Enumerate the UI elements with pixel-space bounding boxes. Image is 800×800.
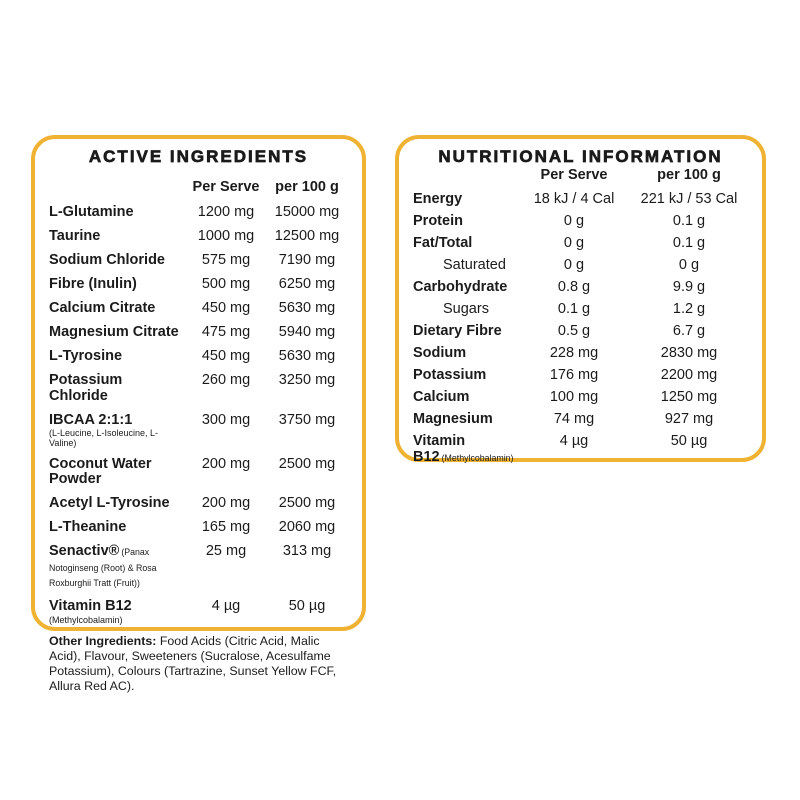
per-100g-value: 2060 mg	[278, 519, 336, 535]
active-ingredients-rows	[49, 205, 348, 625]
row-label	[49, 599, 186, 625]
active-row-ibcaa-2-1-1	[49, 413, 348, 449]
per-100g-value: 5630 mg	[278, 300, 336, 316]
per-100g-value: 0.1 g	[672, 213, 706, 229]
active-column-headers	[49, 179, 348, 196]
per-100g-value: 927 mg	[664, 411, 714, 427]
per-100g-value: 9.9 g	[672, 279, 706, 295]
row-label	[413, 192, 518, 208]
per-100g-value: 6.7 g	[672, 323, 706, 339]
per-serve-value: 0 g	[563, 213, 585, 229]
active-row-potassium-chloride	[49, 373, 348, 404]
active-row-l-glutamine	[49, 205, 348, 221]
row-label	[413, 346, 518, 362]
per-100g-value: 221 kJ / 53 Cal	[640, 191, 738, 207]
active-row-fibre-inulin	[49, 277, 348, 293]
per-serve-value: 200 mg	[201, 455, 251, 472]
per-100g-value: 2500 mg	[278, 495, 336, 511]
other-ingredients-text: Food Acids (Citric Acid, Malic Acid), Flavour, Sweeteners (Sucralose, Acesulfame Potassium), Colours (Tartrazine, Sunset Yellow FCF, Allura Red AC).	[49, 633, 337, 693]
nutrition-row-fat-total	[413, 236, 748, 252]
active-row-taurine	[49, 229, 348, 245]
nutrition-label-sodium: Sodium	[413, 345, 467, 361]
column-spacer	[413, 167, 518, 184]
active-col-per-100g: per 100 g	[275, 179, 339, 195]
active-label-taurine: Taurine	[49, 228, 101, 244]
per-serve-value: 300 mg	[201, 411, 251, 428]
nutritional-information-title: NUTRITIONAL INFORMATION	[438, 147, 723, 166]
per-serve-value: 0.8 g	[557, 279, 591, 295]
nutrition-label-protein: Protein	[413, 213, 463, 229]
nutrition-col-per-100g: per 100 g	[657, 167, 721, 183]
active-row-vitamin-b12	[49, 599, 348, 625]
nutrition-label-energy: Energy	[413, 191, 463, 207]
per-serve-value: 1200 mg	[197, 204, 255, 220]
nutrition-label-carbohydrate: Carbohydrate	[413, 279, 508, 295]
row-label	[49, 520, 186, 536]
per-serve-value: 0.5 g	[557, 323, 591, 339]
active-row-acetyl-l-tyrosine	[49, 496, 348, 512]
per-serve-value: 450 mg	[201, 300, 251, 316]
nutrition-row-calcium	[413, 390, 748, 406]
per-100g-value: 1250 mg	[660, 389, 718, 405]
per-serve-value: 176 mg	[549, 367, 599, 383]
row-label	[413, 214, 518, 230]
nutrition-label-sugars: Sugars	[443, 301, 489, 317]
per-serve-value: 475 mg	[201, 324, 251, 340]
active-row-sodium-chloride	[49, 253, 348, 269]
per-serve-value: 18 kJ / 4 Cal	[533, 191, 615, 207]
per-serve-value: 4 µg	[211, 598, 241, 614]
nutrition-label-potassium: Potassium	[413, 367, 487, 383]
nutrition-column-headers	[413, 167, 748, 184]
active-ingredients-title: ACTIVE INGREDIENTS	[88, 147, 309, 166]
per-100g-value: 2830 mg	[660, 345, 718, 361]
active-label-fibre-inulin: Fibre (Inulin)	[49, 276, 137, 292]
per-serve-value: 100 mg	[549, 389, 599, 405]
nutrition-row-potassium	[413, 368, 748, 384]
nutrition-sublabel-vitamin-b12: (Methylcobalamin)	[441, 452, 514, 463]
active-label-magnesium-citrate: Magnesium Citrate	[49, 324, 179, 340]
nutrition-row-magnesium	[413, 412, 748, 428]
per-100g-value: 12500 mg	[274, 228, 340, 244]
active-row-coconut-water-powder	[49, 457, 348, 488]
nutrition-label-dietary-fibre: Dietary Fibre	[413, 323, 502, 339]
active-label-ibcaa-2-1-1: IBCAA 2:1:1	[49, 411, 133, 428]
other-ingredients-label: Other Ingredients:	[49, 633, 157, 648]
active-row-l-theanine	[49, 520, 348, 536]
per-serve-value: 228 mg	[549, 345, 599, 361]
per-100g-value: 3250 mg	[278, 372, 336, 388]
active-label-coconut-water-powder: Coconut Water Powder	[49, 455, 152, 487]
row-label	[49, 229, 186, 245]
row-label	[413, 236, 518, 252]
nutrition-label-calcium: Calcium	[413, 389, 470, 405]
per-serve-value: 165 mg	[201, 519, 251, 535]
active-label-calcium-citrate: Calcium Citrate	[49, 300, 156, 316]
row-label	[49, 373, 186, 404]
row-label	[49, 253, 186, 269]
nutrition-label-vitamin-b12: Vitamin B12	[413, 433, 466, 465]
row-label	[49, 325, 186, 341]
row-label	[413, 258, 518, 274]
row-label	[49, 544, 186, 591]
row-label	[413, 280, 518, 296]
other-ingredients	[49, 634, 348, 694]
row-label	[49, 205, 186, 221]
nutrition-rows	[413, 192, 748, 465]
row-label	[49, 301, 186, 317]
per-serve-value: 0.1 g	[557, 301, 591, 317]
per-100g-value: 0.1 g	[672, 235, 706, 251]
active-sublabel-ibcaa-2-1-1: (L-Leucine, L-Isoleucine, L-Valine)	[49, 428, 159, 448]
active-label-sodium-chloride: Sodium Chloride	[49, 252, 165, 268]
active-sublabel-senactiv: (Panax Notoginseng (Root) & Rosa Roxburghii Tratt (Fruit))	[49, 547, 157, 588]
per-100g-value: 313 mg	[282, 543, 332, 559]
row-label	[49, 457, 186, 488]
nutrition-row-carbohydrate	[413, 280, 748, 296]
nutrition-row-vitamin-b12	[413, 434, 748, 465]
active-row-l-tyrosine	[49, 349, 348, 365]
nutrition-row-saturated	[413, 258, 748, 274]
per-serve-value: 500 mg	[201, 276, 251, 292]
per-serve-value: 1000 mg	[197, 228, 255, 244]
row-label	[413, 412, 518, 428]
active-label-potassium-chloride: Potassium Chloride	[49, 372, 123, 404]
nutrition-row-sodium	[413, 346, 748, 362]
per-100g-value: 5630 mg	[278, 348, 336, 364]
row-label	[49, 277, 186, 293]
active-ingredients-panel	[31, 135, 366, 693]
row-label	[49, 349, 186, 365]
per-100g-value: 50 µg	[670, 433, 708, 449]
per-100g-value: 50 µg	[288, 598, 326, 614]
active-col-per-serve: Per Serve	[192, 179, 260, 195]
active-row-calcium-citrate	[49, 301, 348, 317]
active-label-l-tyrosine: L-Tyrosine	[49, 348, 123, 364]
per-serve-value: 25 mg	[205, 543, 247, 559]
nutrition-row-sugars	[413, 302, 748, 318]
per-100g-value: 0 g	[678, 257, 700, 273]
nutrition-row-dietary-fibre	[413, 324, 748, 340]
row-label	[413, 434, 518, 465]
per-100g-value: 2200 mg	[660, 367, 718, 383]
per-serve-value: 0 g	[563, 235, 585, 251]
active-row-magnesium-citrate	[49, 325, 348, 341]
active-label-vitamin-b12: Vitamin B12	[49, 598, 132, 614]
per-100g-value: 1.2 g	[672, 301, 706, 317]
nutrition-label-fat-total: Fat/Total	[413, 235, 473, 251]
active-row-senactiv	[49, 544, 348, 591]
per-serve-value: 4 µg	[559, 433, 589, 449]
per-serve-value: 575 mg	[201, 252, 251, 268]
per-100g-value: 6250 mg	[278, 276, 336, 292]
nutrition-row-energy	[413, 192, 748, 208]
per-100g-value: 5940 mg	[278, 324, 336, 340]
active-sublabel-vitamin-b12: (Methylcobalamin)	[49, 614, 123, 625]
active-label-senactiv: Senactiv®	[49, 543, 120, 559]
row-label	[49, 496, 186, 512]
active-label-acetyl-l-tyrosine: Acetyl L-Tyrosine	[49, 495, 170, 511]
row-label	[413, 368, 518, 384]
nutritional-information-panel	[395, 135, 766, 465]
column-spacer	[49, 179, 186, 196]
per-100g-value: 15000 mg	[274, 204, 340, 220]
row-label	[413, 390, 518, 406]
row-label	[49, 413, 186, 449]
per-100g-value: 3750 mg	[278, 411, 336, 428]
active-label-l-theanine: L-Theanine	[49, 519, 127, 535]
active-label-l-glutamine: L-Glutamine	[49, 204, 134, 220]
per-100g-value: 7190 mg	[278, 252, 336, 268]
nutrition-col-per-serve: Per Serve	[540, 167, 608, 183]
per-serve-value: 0 g	[563, 257, 585, 273]
per-serve-value: 74 mg	[553, 411, 595, 427]
per-100g-value: 2500 mg	[278, 455, 336, 472]
nutrition-row-protein	[413, 214, 748, 230]
row-label	[413, 302, 518, 318]
row-label	[413, 324, 518, 340]
nutrition-label-magnesium: Magnesium	[413, 411, 493, 427]
per-serve-value: 200 mg	[201, 495, 251, 511]
nutrition-label-saturated: Saturated	[443, 257, 506, 273]
per-serve-value: 260 mg	[201, 372, 251, 388]
per-serve-value: 450 mg	[201, 348, 251, 364]
